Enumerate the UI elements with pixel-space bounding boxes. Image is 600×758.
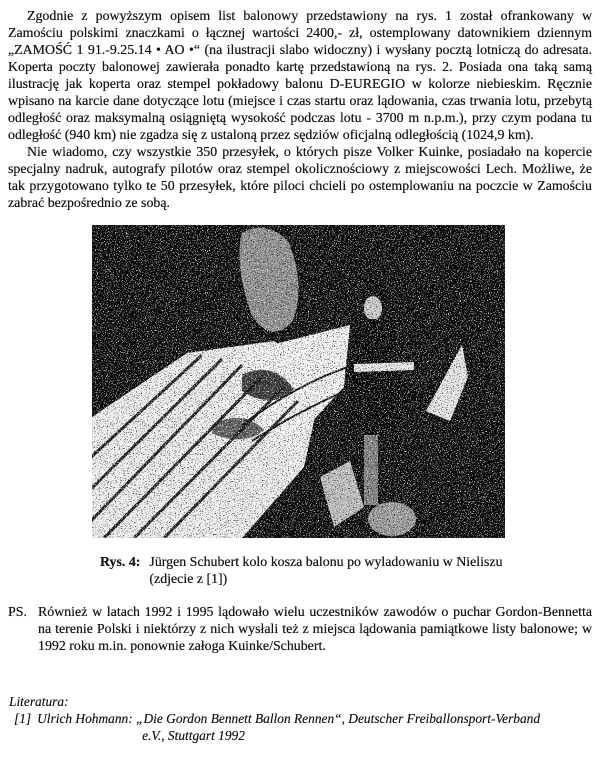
balloon-photo-figure: [92, 225, 505, 538]
literature-entry-line1: Ulrich Hohmann: „Die Gordon Bennett Ballon Rennen“, Deutscher Freiballonsport-Verband: [37, 711, 541, 726]
literature-section: [8, 693, 592, 744]
figure-caption-label: Rys. 4:: [100, 555, 141, 570]
photo-grain-black: [92, 225, 505, 538]
figure-caption-text: [149, 554, 502, 588]
literature-entry: [14, 710, 592, 744]
literature-entry-text: [37, 710, 540, 744]
literature-entry-label: [1]: [14, 711, 32, 726]
postscript: [8, 604, 592, 655]
literature-entry-line2: e.V., Stuttgart 1992: [142, 728, 245, 743]
figure-caption-line1: Jürgen Schubert kolo kosza balonu po wyladowaniu w Nieliszu: [149, 555, 503, 570]
body-paragraph-1: Zgodnie z powyższym opisem list balonowy przedstawiony na rys. 1 został ofrankowany w Zamościu polskimi znaczkami o łącznej wartości 2400,- zł, ostemplowany datownikiem dziennym „ZAMOŚĆ 1 91.-9.25.14 • AO •“ (na ilustracji slabo widoczny) i wysłany pocztą lotniczą do adresata. Koperta poczty balonowej zawierała ponadto kartę przedstawioną na rys. 2. Posiada ona taką samą ilustrację jak koperta oraz stempel pokładowy balonu D-EUREGIO w kolorze niebieskim. Ręcznie wpisano na karcie dane dotyczące lotu (miejsce i czas startu oraz lądowania, czas trwania lotu, przebytą odległość oraz maksymalną osiągniętą wysokość podczas lotu - 3700 m n.p.m.), przy czym podana tu odległość (940 km) nie zgadza się z ustaloną przez sędziów oficjalną odległością (1024,9 km).: [8, 9, 592, 143]
postscript-text: Również w latach 1992 i 1995 lądowało wielu uczestników zawodów o puchar Gordon-Bennetta na terenie Polski i niektórzy z nich wysłali też z miejsca lądowania pamiątkowe listy balonowe; w 1992 roku m.in. ponownie załoga Kuinke/Schubert.: [38, 605, 592, 654]
literature-heading: Literatura:: [9, 694, 69, 709]
balloon-photo: [92, 225, 505, 538]
figure-caption-line2: (zdjecie z [1]): [149, 572, 228, 587]
body-paragraph-2: Nie wiadomo, czy wszystkie 350 przesyłek, o których pisze Volker Kuinke, posiadało na kopercie specjalny nadruk, autografy pilotów oraz stempel okolicznościowy z miejscowości Lech. Możliwe, że tak przygotowano tylko te 50 przesyłek, które piloci chcieli po ostemplowaniu na poczcie w Zamościu zabrać bezpośrednio ze sobą.: [8, 145, 592, 211]
figure-caption: [100, 554, 592, 588]
postscript-label: PS.: [8, 605, 27, 620]
